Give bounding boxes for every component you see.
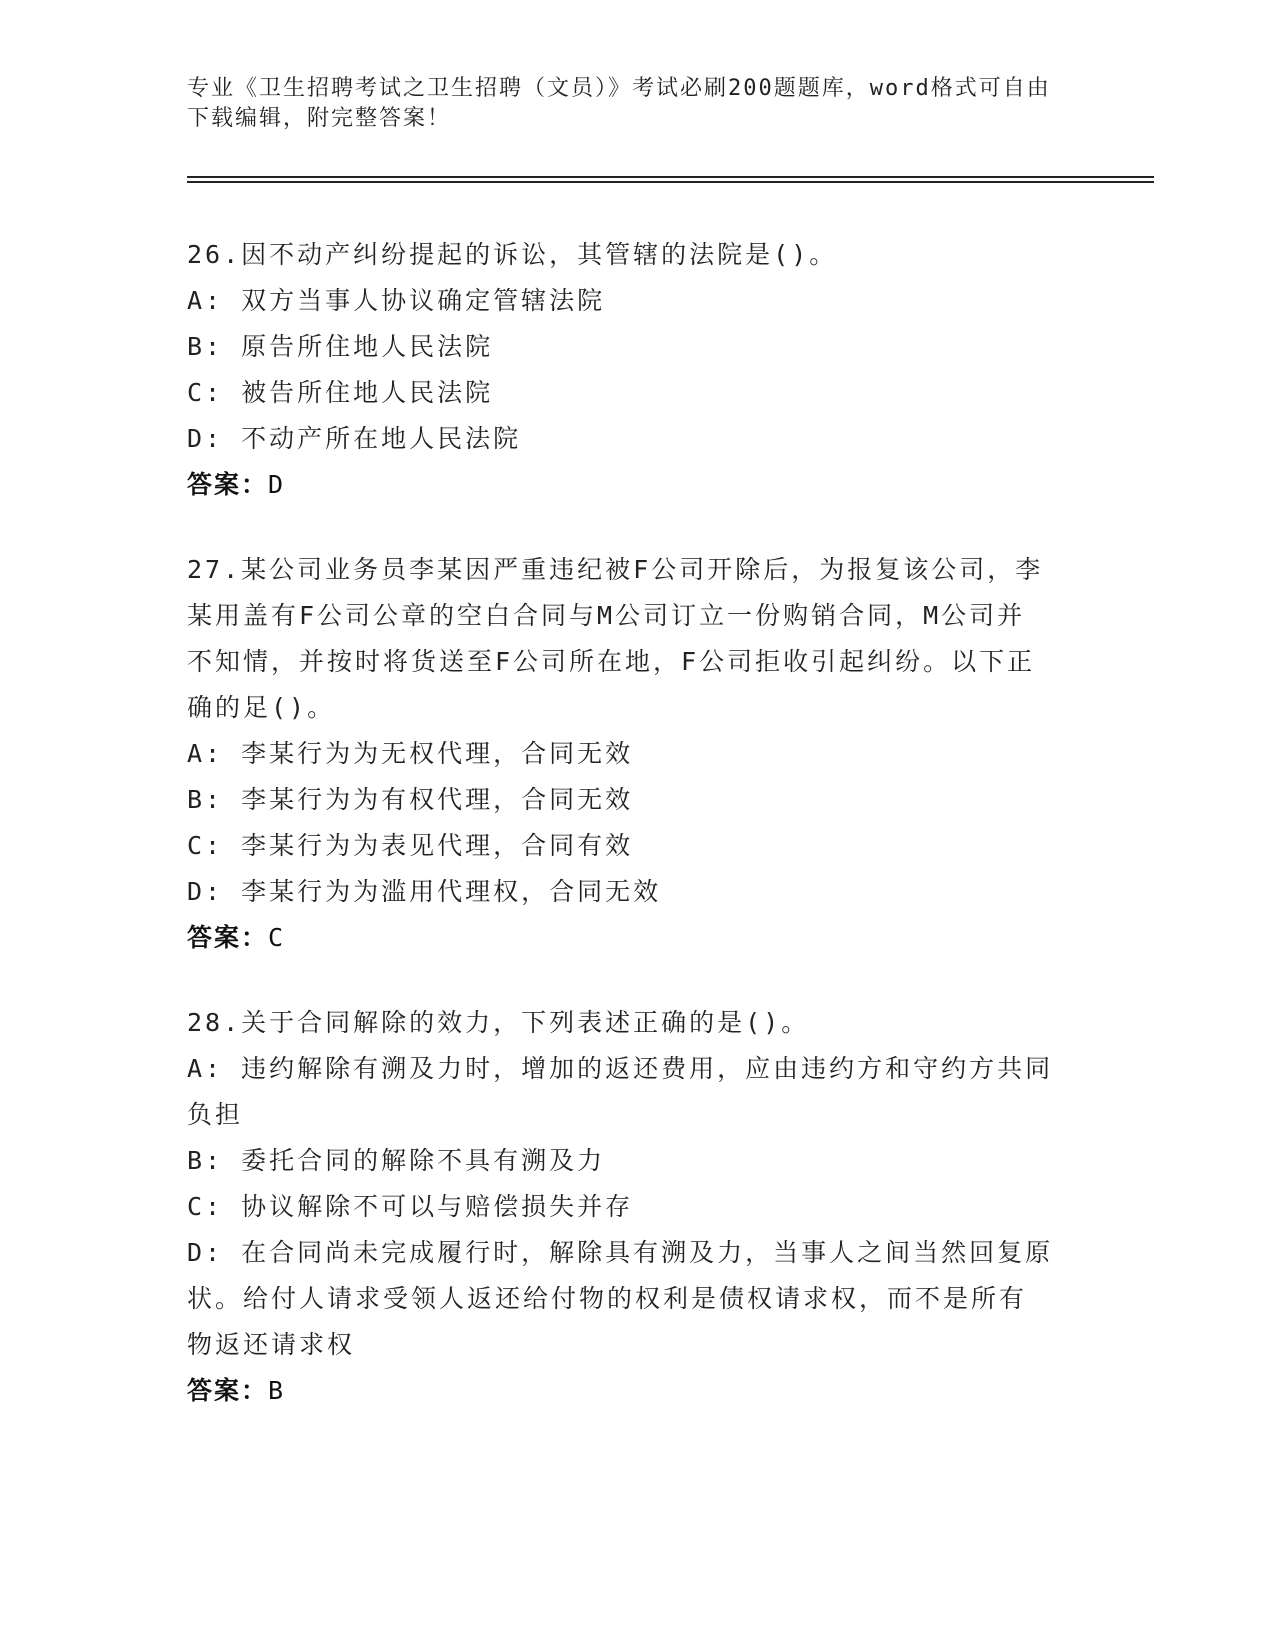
answer-label: 答案： bbox=[187, 470, 269, 499]
answer bbox=[187, 1368, 1087, 1414]
option-c: C: 协议解除不可以与赔偿损失并存 bbox=[187, 1192, 634, 1221]
option-a-continued: 负担 bbox=[187, 1100, 244, 1129]
question-stem: 确的足()。 bbox=[187, 693, 336, 722]
answer-value: C bbox=[268, 923, 286, 952]
header-divider-bottom bbox=[187, 181, 1154, 183]
question-list bbox=[187, 232, 1087, 1453]
option-b: B: 李某行为为有权代理，合同无效 bbox=[187, 785, 634, 814]
answer-label: 答案： bbox=[187, 923, 269, 952]
question-stem: 26.因不动产纠纷提起的诉讼，其管辖的法院是()。 bbox=[187, 240, 838, 269]
option-d-continued: 物返还请求权 bbox=[187, 1330, 356, 1359]
option-d: D: 不动产所在地人民法院 bbox=[187, 424, 522, 453]
option-d-continued: 状。给付人请求受领人返还给付物的权利是债权请求权，而不是所有 bbox=[187, 1284, 1028, 1313]
option-a: A: 双方当事人协议确定管辖法院 bbox=[187, 286, 606, 315]
option-a: A: 违约解除有溯及力时，增加的返还费用，应由违约方和守约方共同 bbox=[187, 1054, 1054, 1083]
option-b: B: 原告所住地人民法院 bbox=[187, 332, 494, 361]
question-stem: 不知情，并按时将货送至F公司所在地，F公司拒收引起纠纷。以下正 bbox=[187, 647, 1036, 676]
answer-value: B bbox=[268, 1376, 286, 1405]
question-stem: 某用盖有F公司公章的空白合同与M公司订立一份购销合同，M公司并 bbox=[187, 601, 1026, 630]
option-c: C: 李某行为为表见代理，合同有效 bbox=[187, 831, 634, 860]
question-stem: 27.某公司业务员李某因严重违纪被F公司开除后，为报复该公司，李 bbox=[187, 555, 1044, 584]
header-divider-top bbox=[187, 176, 1154, 178]
option-d: D: 在合同尚未完成履行时，解除具有溯及力，当事人之间当然回复原 bbox=[187, 1238, 1054, 1267]
answer-value: D bbox=[268, 470, 286, 499]
answer bbox=[187, 915, 1087, 961]
question-28 bbox=[187, 1000, 1087, 1414]
question-27 bbox=[187, 547, 1087, 961]
option-a: A: 李某行为为无权代理，合同无效 bbox=[187, 739, 634, 768]
option-b: B: 委托合同的解除不具有溯及力 bbox=[187, 1146, 606, 1175]
document-header: 专业《卫生招聘考试之卫生招聘（文员）》考试必刷200题题库，word格式可自由下载编辑，附完整答案！ bbox=[187, 76, 1051, 131]
option-d: D: 李某行为为滥用代理权，合同无效 bbox=[187, 877, 662, 906]
question-stem: 28.关于合同解除的效力，下列表述正确的是()。 bbox=[187, 1008, 810, 1037]
answer-label: 答案： bbox=[187, 1376, 269, 1405]
question-26 bbox=[187, 232, 1087, 508]
answer bbox=[187, 462, 1087, 508]
option-c: C: 被告所住地人民法院 bbox=[187, 378, 494, 407]
